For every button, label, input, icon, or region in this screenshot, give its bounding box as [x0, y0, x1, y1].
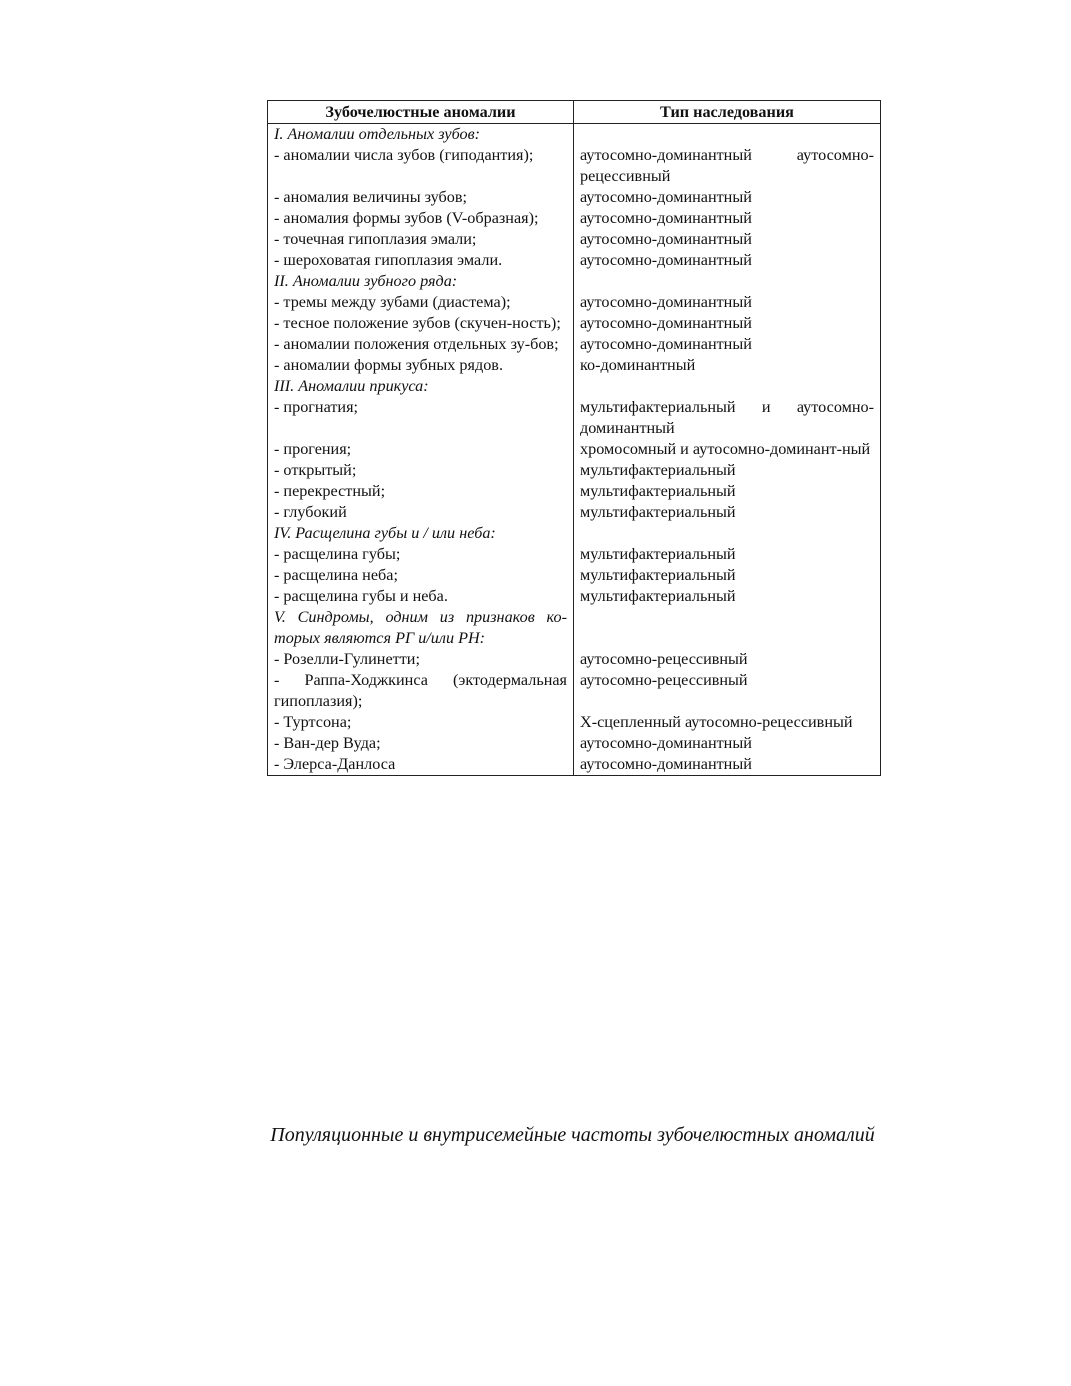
table-row [268, 460, 881, 481]
table-row [268, 481, 881, 502]
inheritance-type-cell: ко-доминантный [574, 355, 881, 376]
table-row [268, 250, 881, 271]
table-row [268, 229, 881, 250]
table-row [268, 754, 881, 776]
anomaly-cell: - аномалия формы зубов (V-образная); [268, 208, 574, 229]
table-row [268, 544, 881, 565]
anomaly-cell: - точечная гипоплазия эмали; [268, 229, 574, 250]
inheritance-type-cell: аутосомно-доминантный аутосомно-рецессивный [574, 145, 881, 187]
section-heading-cell: IV. Расщелина губы и / или неба: [268, 523, 574, 544]
inheritance-type-cell: мультифактериальный [574, 565, 881, 586]
table-row [268, 733, 881, 754]
inheritance-type-cell [574, 271, 881, 292]
inheritance-type-cell: аутосомно-доминантный [574, 250, 881, 271]
anomaly-cell: - тесное положение зубов (скучен-ность); [268, 313, 574, 334]
anomaly-cell: - аномалии положения отдельных зу-бов; [268, 334, 574, 355]
table-header-row [268, 101, 881, 124]
anomaly-cell: - прогения; [268, 439, 574, 460]
table-row [268, 565, 881, 586]
table-section-row [268, 523, 881, 544]
anomaly-cell: - открытый; [268, 460, 574, 481]
inheritance-type-cell: аутосомно-доминантный [574, 754, 881, 776]
anomaly-cell: - Розелли-Гулинетти; [268, 649, 574, 670]
anomaly-cell: - глубокий [268, 502, 574, 523]
table-row [268, 292, 881, 313]
inheritance-type-cell: аутосомно-рецессивный [574, 649, 881, 670]
table-section-row [268, 376, 881, 397]
inheritance-type-cell: мультифактериальный и аутосомно-доминантный [574, 397, 881, 439]
table-row [268, 712, 881, 733]
anomaly-cell: - перекрестный; [268, 481, 574, 502]
inheritance-type-cell: мультифактериальный [574, 544, 881, 565]
inheritance-type-cell: мультифактериальный [574, 586, 881, 607]
inheritance-type-cell: аутосомно-доминантный [574, 733, 881, 754]
section-caption: Популяционные и внутрисемейные частоты зубочелюстных аномалий [270, 1124, 875, 1146]
section-heading-cell: II. Аномалии зубного ряда: [268, 271, 574, 292]
inheritance-table [267, 100, 881, 776]
table-section-row [268, 607, 881, 649]
inheritance-type-cell: аутосомно-рецессивный [574, 670, 881, 712]
column-header-inheritance-type: Тип наследования [574, 101, 881, 124]
table-row [268, 208, 881, 229]
table-body [268, 124, 881, 776]
anomaly-cell: - расщелина губы и неба. [268, 586, 574, 607]
inheritance-type-cell: мультифактериальный [574, 481, 881, 502]
inheritance-type-cell: мультифактериальный [574, 460, 881, 481]
section-heading-cell: V. Синдромы, одним из признаков ко-торых являются РГ и/или РН: [268, 607, 574, 649]
inheritance-type-cell: аутосомно-доминантный [574, 208, 881, 229]
anomaly-cell: - тремы между зубами (диастема); [268, 292, 574, 313]
table-row [268, 502, 881, 523]
anomaly-cell: - шероховатая гипоплазия эмали. [268, 250, 574, 271]
inheritance-type-cell: хромосомный и аутосомно-доминант-ный [574, 439, 881, 460]
table-row [268, 313, 881, 334]
inheritance-type-cell: аутосомно-доминантный [574, 187, 881, 208]
table-row [268, 355, 881, 376]
anomaly-cell: - Туртсона; [268, 712, 574, 733]
table-row [268, 334, 881, 355]
inheritance-type-cell [574, 124, 881, 146]
column-header-anomalies: Зубочелюстные аномалии [268, 101, 574, 124]
inheritance-type-cell: аутосомно-доминантный [574, 313, 881, 334]
anomaly-cell: - Элерса-Данлоса [268, 754, 574, 776]
inheritance-type-cell [574, 376, 881, 397]
anomaly-cell: - прогнатия; [268, 397, 574, 439]
anomaly-cell: - аномалии формы зубных рядов. [268, 355, 574, 376]
table-row [268, 586, 881, 607]
anomaly-cell: - аномалии числа зубов (гиподантия); [268, 145, 574, 187]
anomaly-cell: - расщелина неба; [268, 565, 574, 586]
table-section-row [268, 271, 881, 292]
table-section-row [268, 124, 881, 146]
table-row [268, 145, 881, 187]
inheritance-type-cell: мультифактериальный [574, 502, 881, 523]
inheritance-type-cell: Х-сцепленный аутосомно-рецессивный [574, 712, 881, 733]
section-heading-cell: I. Аномалии отдельных зубов: [268, 124, 574, 146]
inheritance-type-cell: аутосомно-доминантный [574, 334, 881, 355]
anomaly-cell: - аномалия величины зубов; [268, 187, 574, 208]
section-heading-cell: III. Аномалии прикуса: [268, 376, 574, 397]
table-row [268, 397, 881, 439]
inheritance-type-cell [574, 523, 881, 544]
inheritance-type-cell: аутосомно-доминантный [574, 292, 881, 313]
anomaly-cell: - Раппа-Ходжкинса (эктодермальная гипоплазия); [268, 670, 574, 712]
table-row [268, 439, 881, 460]
inheritance-type-cell: аутосомно-доминантный [574, 229, 881, 250]
table-row [268, 649, 881, 670]
table-row [268, 187, 881, 208]
inheritance-type-cell [574, 607, 881, 649]
anomaly-cell: - расщелина губы; [268, 544, 574, 565]
anomaly-cell: - Ван-дер Вуда; [268, 733, 574, 754]
table-row [268, 670, 881, 712]
